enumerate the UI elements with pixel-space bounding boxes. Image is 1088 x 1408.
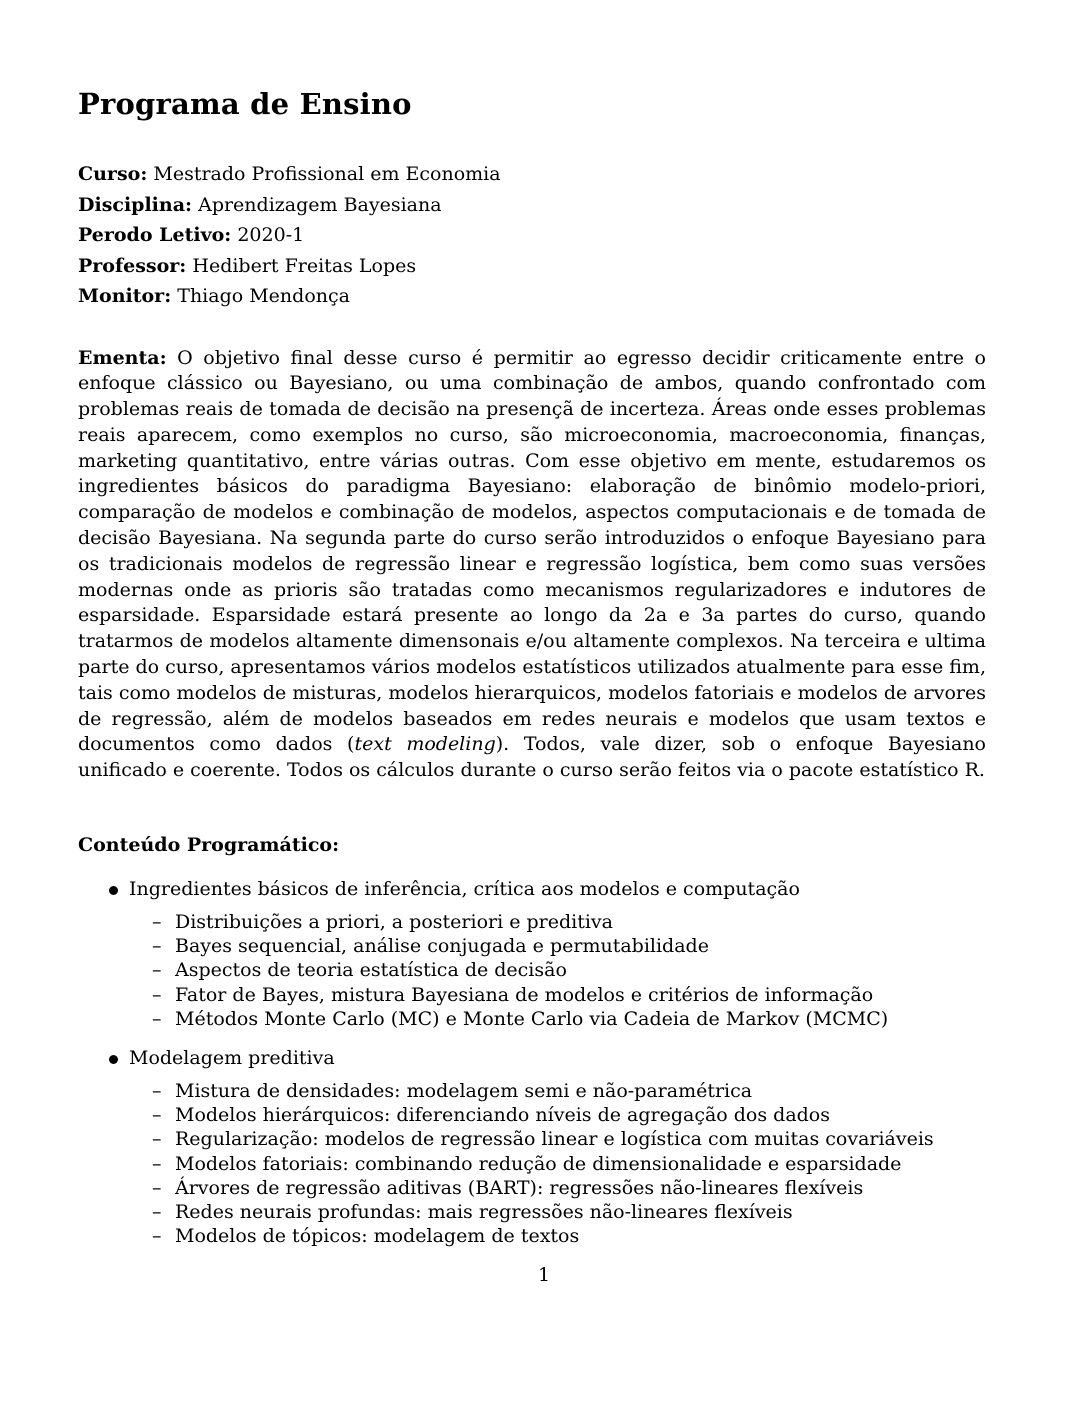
subtopic-item bbox=[129, 1152, 986, 1176]
topic-item bbox=[78, 876, 986, 1031]
course-info-row-disciplina bbox=[78, 190, 986, 221]
subtopic-item bbox=[129, 1200, 986, 1224]
dash-icon: – bbox=[152, 1080, 162, 1103]
disciplina-value: Aprendizagem Bayesiana bbox=[198, 193, 442, 216]
subtopic-item bbox=[129, 1103, 986, 1127]
page-title: Programa de Ensino bbox=[78, 87, 412, 121]
subtopic-text: Regularização: modelos de regressão linear e logística com muitas covariáveis bbox=[175, 1128, 934, 1151]
curso-value: Mestrado Profissional em Economia bbox=[153, 163, 501, 185]
subtopic-text: Métodos Monte Carlo (MC) e Monte Carlo via Cadeia de Markov (MCMC) bbox=[175, 1007, 889, 1030]
dash-icon: – bbox=[152, 1152, 162, 1175]
bullet-icon bbox=[109, 886, 118, 895]
subtopic-item bbox=[129, 1224, 986, 1248]
dash-icon: – bbox=[152, 1225, 162, 1248]
subtopic-text: Modelos hierárquicos: diferenciando níveis de agregação dos dados bbox=[175, 1104, 830, 1127]
page-number: 1 bbox=[537, 1264, 551, 1286]
subtopic-list bbox=[129, 910, 986, 1031]
subtopic-item bbox=[129, 1007, 986, 1031]
ementa-emphasis: text modeling bbox=[354, 733, 496, 756]
course-info-row-curso bbox=[78, 159, 986, 190]
subtopic-text: Mistura de densidades: modelagem semi e não-paramétrica bbox=[175, 1080, 753, 1103]
dash-icon: – bbox=[152, 983, 162, 1006]
course-info-row-monitor bbox=[78, 281, 986, 312]
ementa-paragraph bbox=[78, 346, 986, 785]
topic-title: Modelagem preditiva bbox=[129, 1047, 335, 1070]
subtopic-item bbox=[129, 958, 986, 982]
disciplina-label: Disciplina: bbox=[78, 193, 193, 216]
course-info-row-professor bbox=[78, 251, 986, 282]
monitor-value: Thiago Mendonça bbox=[177, 285, 350, 307]
subtopic-item bbox=[129, 1079, 986, 1103]
dash-icon: – bbox=[152, 1201, 162, 1224]
bullet-icon bbox=[109, 1055, 118, 1064]
subtopic-text: Aspectos de teoria estatística de decisão bbox=[175, 959, 567, 982]
subtopic-item bbox=[129, 1176, 986, 1200]
course-info-row-periodo bbox=[78, 220, 986, 251]
subtopic-item bbox=[129, 910, 986, 934]
subtopic-text: Modelos de tópicos: modelagem de textos bbox=[175, 1225, 580, 1248]
topic-list bbox=[78, 876, 986, 1248]
subtopic-text: Redes neurais profundas: mais regressões não-lineares flexíveis bbox=[175, 1201, 793, 1224]
document-page bbox=[78, 84, 986, 1262]
conteudo-heading: Conteúdo Programático: bbox=[78, 834, 340, 857]
subtopic-text: Fator de Bayes, mistura Bayesiana de modelos e critérios de informação bbox=[175, 983, 874, 1006]
professor-label: Professor: bbox=[78, 254, 187, 277]
dash-icon: – bbox=[152, 1007, 162, 1030]
dash-icon: – bbox=[152, 1104, 162, 1127]
subtopic-text: Distribuições a priori, a posteriori e preditiva bbox=[175, 911, 613, 934]
periodo-label: Perodo Letivo: bbox=[78, 224, 232, 246]
subtopic-text: Modelos fatoriais: combinando redução de dimensionalidade e esparsidade bbox=[175, 1152, 902, 1175]
subtopic-text: Árvores de regressão aditivas (BART): regressões não-lineares flexíveis bbox=[175, 1176, 864, 1199]
subtopic-list bbox=[129, 1079, 986, 1248]
subtopic-item bbox=[129, 934, 986, 958]
professor-value: Hedibert Freitas Lopes bbox=[192, 254, 417, 277]
monitor-label: Monitor: bbox=[78, 285, 172, 307]
dash-icon: – bbox=[152, 1176, 162, 1199]
ementa-label: Ementa: bbox=[78, 346, 167, 369]
topic-title: Ingredientes básicos de inferência, crítica aos modelos e computação bbox=[129, 878, 800, 901]
dash-icon: – bbox=[152, 911, 162, 934]
periodo-value: 2020-1 bbox=[237, 224, 305, 246]
dash-icon: – bbox=[152, 935, 162, 958]
ementa-text-after: ). Todos, vale dizer, sob o enfoque Bayesiano unificado e coerente. Todos os cálculos durante o curso serão feitos via o pacote estatístico R. bbox=[78, 733, 986, 782]
subtopic-text: Bayes sequencial, análise conjugada e permutabilidade bbox=[175, 935, 709, 958]
topic-item bbox=[78, 1045, 986, 1248]
dash-icon: – bbox=[152, 959, 162, 982]
subtopic-item bbox=[129, 983, 986, 1007]
dash-icon: – bbox=[152, 1128, 162, 1151]
curso-label: Curso: bbox=[78, 163, 148, 185]
ementa-text-before: O objetivo final desse curso é permitir ao egresso decidir criticamente entre o enfoque clássico ou Bayesiano, ou uma combinação de ambos, quando confrontado com problemas reais de tomada de decisão na presençã de incerteza. Áreas onde esses problemas reais aparecem, como exemplos no curso, são microeconomia, macroeconomia, finanças, marketing quantitativo, entre várias outras. Com esse objetivo em mente, estudaremos os ingredientes básicos do paradigma Bayesiano: elaboração de binômio modelo-priori, comparação de modelos e combinação de modelos, aspectos computacionais e de tomada de decisão Bayesiana. Na segunda parte do curso serão introduzidos o enfoque Bayesiano para os tradicionais modelos de regressão linear e regressão logística, bem como suas versões modernas onde as prioris são tratadas como mecanismos regularizadores e indutores de esparsidade. Esparsidade estará presente ao longo da 2a e 3a partes do curso, quando tratarmos de modelos altamente dimensonais e/ou altamente complexos. Na terceira e ultima parte do curso, apresentamos vários modelos estatísticos utilizados atualmente para esse fim, tais como modelos de misturas, modelos hierarquicos, modelos fatoriais e modelos de arvores de regressão, além de modelos baseados em redes neurais e modelos que usam textos e documentos como dados ( bbox=[78, 346, 986, 756]
course-info bbox=[78, 159, 986, 312]
subtopic-item bbox=[129, 1127, 986, 1151]
